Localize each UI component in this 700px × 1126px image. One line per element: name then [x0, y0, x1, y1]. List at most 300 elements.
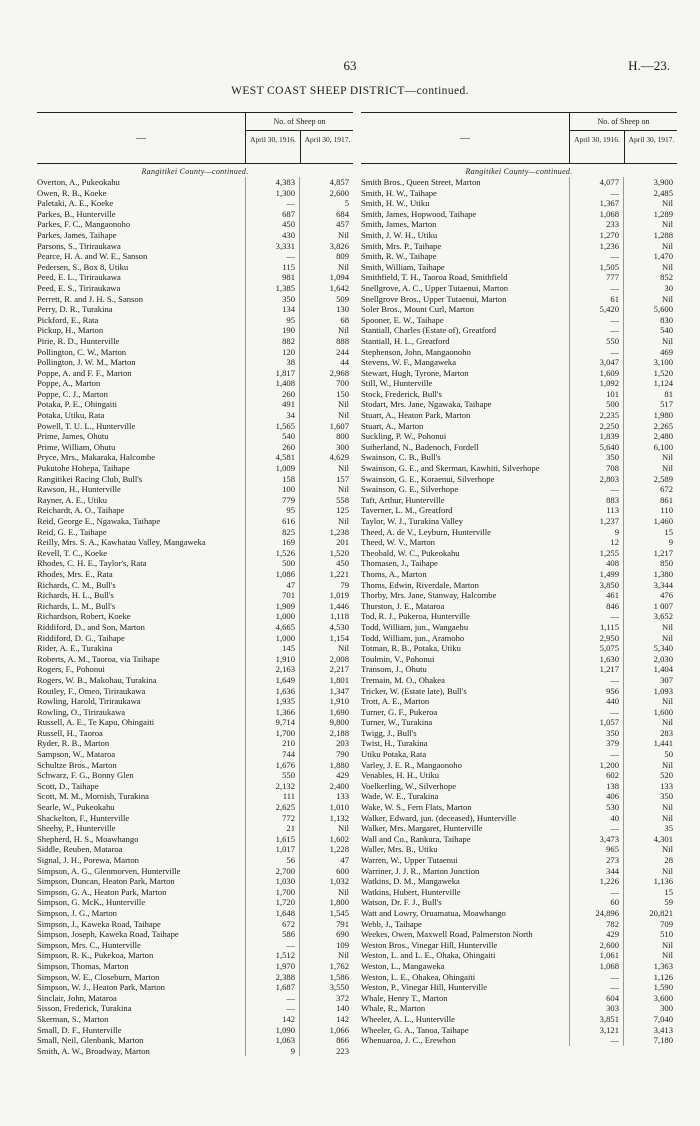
table-row	[37, 781, 353, 792]
sheep-1917: 684	[299, 209, 353, 220]
sheep-1916: 461	[569, 590, 623, 601]
sheep-1916: 3,121	[569, 1025, 623, 1036]
sheep-1916: 846	[569, 601, 623, 612]
sheep-1916: 2,950	[569, 633, 623, 644]
owner-name: Rowling, Harold, Tiriraukawa	[37, 696, 141, 707]
owner-name: Pearce, H. A. and W. E., Sanson	[37, 251, 148, 262]
sheep-1917: 2,968	[299, 368, 353, 379]
owner-name: Toulmin, V., Pohonui	[361, 653, 435, 664]
sheep-1917: 791	[299, 919, 353, 930]
sheep-1917: 125	[299, 505, 353, 516]
sheep-1917: Nil	[299, 484, 353, 495]
sheep-1917: 1,600	[623, 707, 677, 718]
sheep-1917: 672	[623, 484, 677, 495]
table-row	[361, 399, 677, 410]
sheep-1916: 1,000	[245, 611, 299, 622]
owner-name: Poppe, A., Marton	[37, 378, 101, 389]
sheep-1916: 530	[569, 802, 623, 813]
owner-name: Watson, Dr. F. J., Bull's	[361, 897, 442, 908]
sheep-1917: 28	[623, 855, 677, 866]
owner-name: Reid, G. E., Taihape	[37, 526, 107, 537]
sheep-1916: 500	[245, 558, 299, 569]
owner-name: Stuart, A., Marton	[361, 420, 424, 431]
table-row	[361, 876, 677, 887]
sheep-1917: 469	[623, 347, 677, 358]
owner-name: Powell, T. U. L., Hunterville	[37, 420, 136, 431]
table-row	[37, 209, 353, 220]
owner-name: Rawson, H., Hunterville	[37, 484, 121, 495]
sheep-1917: 50	[623, 749, 677, 760]
owner-name: Watkins, D. M., Mangaweka	[361, 876, 460, 887]
owner-name: Wall and Co., Rankura, Taihape	[361, 833, 471, 844]
sheep-1917: 130	[299, 304, 353, 315]
sheep-1917: 1,602	[299, 834, 353, 845]
sheep-1917: 1,010	[299, 802, 353, 813]
sheep-1916: —	[569, 982, 623, 993]
table-row	[361, 452, 677, 463]
owner-name: Stewart, Hugh, Tyrone, Marton	[361, 367, 469, 378]
sheep-1917: 520	[623, 770, 677, 781]
sheep-1917: 861	[623, 495, 677, 506]
owner-name: Smith, William, Taihape	[361, 261, 445, 272]
owner-name: Pickford, E., Rata	[37, 314, 99, 325]
sheep-1916: 1,512	[245, 950, 299, 961]
sheep-1916: 1,090	[245, 1025, 299, 1036]
sheep-1917: 1,880	[299, 760, 353, 771]
table-row	[361, 389, 677, 400]
sheep-1916: 1,935	[245, 696, 299, 707]
sheep-1916: 1,817	[245, 368, 299, 379]
owner-name: Rhodes, C. H. E., Taylor's, Rata	[37, 558, 147, 569]
table-row	[361, 484, 677, 495]
owner-name: Pickup, H., Marton	[37, 325, 104, 336]
sheep-1916: 965	[569, 844, 623, 855]
sheep-1916: 1,068	[569, 961, 623, 972]
owner-name: Simpson, Duncan, Heaton Park, Marton	[37, 876, 175, 887]
sheep-1916: 744	[245, 749, 299, 760]
owner-name: Smith Bros., Queen Street, Marton	[361, 177, 481, 187]
owner-name: Weston, P., Vinegar Hill, Hunterville	[361, 982, 488, 993]
table-row	[37, 982, 353, 993]
sheep-1917: 1,762	[299, 961, 353, 972]
table-row	[37, 188, 353, 199]
sheep-1916: —	[569, 707, 623, 718]
owner-name: Russell, A. E., Te Kapu, Ohingaiti	[37, 717, 155, 728]
sheep-1916: 883	[569, 495, 623, 506]
sheep-1916: 142	[245, 1014, 299, 1025]
sheep-1917: 2,400	[299, 781, 353, 792]
sheep-1917: 9	[623, 537, 677, 548]
sheep-1917: 1,217	[623, 548, 677, 559]
sheep-1916: 3,047	[569, 357, 623, 368]
sheep-1916: 701	[245, 590, 299, 601]
sheep-1916: —	[245, 993, 299, 1004]
sheep-1916: —	[245, 251, 299, 262]
owner-name: Warriner, J. J. R., Marton Junction	[361, 865, 480, 876]
table-row	[37, 527, 353, 538]
sheep-1917: 15	[623, 527, 677, 538]
sheep-1917: 1,126	[623, 972, 677, 983]
sheep-1917: Nil	[623, 336, 677, 347]
sheep-1916: 1,910	[245, 654, 299, 665]
table-row	[37, 378, 353, 389]
table-header	[361, 112, 677, 164]
owner-name: Sampson, W., Mataroa	[37, 749, 116, 760]
table-row	[37, 272, 353, 283]
sheep-1916: 604	[569, 993, 623, 1004]
table-row	[37, 198, 353, 209]
right-rows	[361, 177, 677, 1046]
sheep-1917: 3,100	[623, 357, 677, 368]
sheep-1916: 1,565	[245, 421, 299, 432]
table-row	[361, 749, 677, 760]
sheep-1916: 586	[245, 929, 299, 940]
sheep-1917: 1,132	[299, 813, 353, 824]
sheep-1917: 850	[623, 558, 677, 569]
table-row	[361, 696, 677, 707]
table-row	[361, 548, 677, 559]
table-row	[361, 209, 677, 220]
sheep-1916: 1,366	[245, 707, 299, 718]
sheep-1916: 429	[569, 929, 623, 940]
sheep-1917: 9,800	[299, 717, 353, 728]
sheep-1917: 157	[299, 474, 353, 485]
table-row	[361, 686, 677, 697]
sheep-1916: —	[245, 198, 299, 209]
owner-name: Rowling, O., Tiriraukawa	[37, 706, 126, 717]
owner-name: Poppe, A. and F. F., Marton	[37, 367, 132, 378]
owner-name: Soler Bros., Mount Curl, Marton	[361, 304, 474, 315]
table-row	[37, 516, 353, 527]
owner-name: Potaka, Utiku, Rata	[37, 410, 105, 421]
owner-name: Pukutohe Hohepa, Taihape	[37, 463, 130, 474]
sheep-1917: 7,180	[623, 1035, 677, 1046]
sheep-1917: 2,008	[299, 654, 353, 665]
left-column-table	[37, 112, 353, 1056]
sheep-1916: 12	[569, 537, 623, 548]
sheep-1916: 169	[245, 537, 299, 548]
sheep-1916: 1,237	[569, 516, 623, 527]
table-row	[361, 802, 677, 813]
table-row	[361, 177, 677, 188]
table-row	[361, 1025, 677, 1036]
table-row	[37, 897, 353, 908]
sheep-1917: 1,470	[623, 251, 677, 262]
sheep-1916: —	[569, 325, 623, 336]
sheep-1917: 5,600	[623, 304, 677, 315]
table-row	[37, 558, 353, 569]
table-row	[37, 770, 353, 781]
sheep-1916: 1,063	[245, 1035, 299, 1046]
owner-name: Thomasen, J., Taihape	[361, 558, 438, 569]
owner-name: Ryder, R. B., Marton	[37, 738, 110, 749]
sheep-1916: 1,115	[569, 622, 623, 633]
table-row	[361, 633, 677, 644]
table-row	[37, 622, 353, 633]
owner-name: Theobald, W. C., Pukeokahu	[361, 547, 460, 558]
sheep-1917: 59	[623, 897, 677, 908]
sheep-1916: 21	[245, 823, 299, 834]
sheep-1917: 1,093	[623, 686, 677, 697]
owner-name: Parsons, S., Tiriraukawa	[37, 240, 121, 251]
sheep-1916: 1,217	[569, 664, 623, 675]
table-row	[361, 474, 677, 485]
owner-name: Rhodes, Mrs. E., Rata	[37, 568, 113, 579]
table-row	[37, 919, 353, 930]
sheep-1916: —	[569, 1035, 623, 1046]
sheep-1916: 145	[245, 643, 299, 654]
sheep-1916: 1,408	[245, 378, 299, 389]
sheep-1917: 7,040	[623, 1014, 677, 1025]
table-row	[361, 558, 677, 569]
sheep-1917: 4,629	[299, 452, 353, 463]
sheep-1917: 35	[623, 823, 677, 834]
sheep-1917: 1,032	[299, 876, 353, 887]
owner-name: Signal, J. H., Porewa, Marton	[37, 855, 139, 865]
sheep-1916: 350	[245, 294, 299, 305]
sheep-1917: 1,642	[299, 283, 353, 294]
owner-name: Simpson, W. J., Heaton Park, Marton	[37, 982, 165, 993]
sheep-1916: 111	[245, 791, 299, 802]
sheep-1917: 68	[299, 315, 353, 326]
sheep-1916: 3,473	[569, 834, 623, 845]
owner-name: Reichardt, A. O., Taihape	[37, 505, 125, 516]
table-row	[37, 728, 353, 739]
county-heading: Rangitikei County—continued.	[141, 167, 249, 176]
owner-name: Prime, James, Ohutu	[37, 431, 109, 442]
table-row	[37, 251, 353, 262]
owner-name: Stantiall, Charles (Estate of), Greatford	[361, 325, 497, 336]
sheep-1917: 1,460	[623, 516, 677, 527]
sheep-1917: Nil	[623, 219, 677, 230]
sheep-1917: Nil	[299, 230, 353, 241]
owner-name: Smith, R. W., Taihape	[361, 251, 437, 262]
owner-name: Shepherd, H. S., Moawhango	[37, 833, 139, 844]
sheep-1916: 1,236	[569, 241, 623, 252]
owner-name: Simpson, J. G., Marton	[37, 907, 117, 918]
owner-name: Small, D. F., Hunterville	[37, 1024, 122, 1035]
table-row	[361, 188, 677, 199]
table-row	[361, 643, 677, 654]
table-row	[361, 897, 677, 908]
sheep-1916: 3,331	[245, 241, 299, 252]
sheep-1917: 866	[299, 1035, 353, 1046]
sheep-1917: 4,530	[299, 622, 353, 633]
owner-name: Weston, L. E., Ohakea, Ohingaiti	[361, 971, 476, 982]
sheep-1917: Nil	[623, 294, 677, 305]
sheep-1916: 550	[569, 336, 623, 347]
sheep-1917: 142	[299, 1014, 353, 1025]
sheep-1917: 1,289	[623, 209, 677, 220]
sheep-1916: 406	[569, 791, 623, 802]
table-row	[361, 336, 677, 347]
owner-name: Varley, J. E. R., Mangaonoho	[361, 759, 462, 770]
table-row	[361, 1035, 677, 1046]
table-row	[37, 950, 353, 961]
owner-name: Tod, R. J., Pukeroa, Hunterville	[361, 611, 470, 622]
owner-name: Siddle, Reuben, Mataroa	[37, 844, 123, 855]
owner-name: Thurston, J. E., Mataroa	[361, 600, 445, 611]
owner-name: Wake, W. S., Fern Flats, Marton	[361, 802, 472, 813]
sheep-1917: 809	[299, 251, 353, 262]
owner-name: Richards, L. M., Bull's	[37, 600, 116, 611]
owner-name: Overton, A., Pukeokahu	[37, 177, 120, 187]
sheep-1917: 476	[623, 590, 677, 601]
sheep-1916: 2,388	[245, 972, 299, 983]
sheep-1916: 344	[569, 866, 623, 877]
owner-name: Twigg, J., Bull's	[361, 727, 417, 738]
table-row	[37, 940, 353, 951]
sheep-1916: 134	[245, 304, 299, 315]
sheep-1917: 4,857	[299, 177, 353, 188]
owner-name: Transom, J., Ohutu	[361, 664, 427, 675]
owner-name: Schultze Bros., Marton	[37, 759, 117, 770]
table-row	[361, 294, 677, 305]
table-row	[361, 368, 677, 379]
owner-name: Walker, Mrs. Margaret, Hunterville	[361, 823, 483, 834]
owner-name: Perrett, R. and J. H. S., Sanson	[37, 293, 143, 304]
owner-name: Spooner, E. W., Taihape	[361, 314, 444, 325]
sheep-1917: 1,545	[299, 908, 353, 919]
sheep-1916: 1,676	[245, 760, 299, 771]
sheep-1916: 233	[569, 219, 623, 230]
owner-name: Swainson, G. E., Silverhope	[361, 484, 459, 495]
sheep-1917: 3,600	[623, 993, 677, 1004]
owner-name: Skerman, S., Marton	[37, 1013, 109, 1024]
sheep-1916: 1,615	[245, 834, 299, 845]
owner-name: Waller, Mrs. B., Utiku	[361, 844, 438, 855]
sheep-1916: 260	[245, 389, 299, 400]
sheep-1916: 9	[245, 1046, 299, 1057]
sheep-1916: 350	[569, 452, 623, 463]
sheep-1916: —	[569, 611, 623, 622]
sheep-1917: 1,094	[299, 272, 353, 283]
sheep-1917: 1,066	[299, 1025, 353, 1036]
owner-name: Smith, H. W., Taihape	[361, 187, 437, 198]
sheep-1916: 1,687	[245, 982, 299, 993]
sheep-1916: 40	[569, 813, 623, 824]
sheep-1916: 1,505	[569, 262, 623, 273]
owner-name: Watt and Lowry, Oruamatua, Moawhango	[361, 907, 506, 918]
owner-name: Theed, A. de V., Leyburn, Hunterville	[361, 526, 491, 537]
owner-name: Simpson, G. McK., Hunterville	[37, 897, 146, 908]
table-row	[361, 611, 677, 622]
sheep-1916: 4,581	[245, 452, 299, 463]
sheep-1916: 1,367	[569, 198, 623, 209]
sheep-1916: 4,665	[245, 622, 299, 633]
owner-name: Schwarz, F. G., Bonny Glen	[37, 770, 134, 781]
table-row	[37, 505, 353, 516]
owner-name: Scott, M. M., Mornish, Turakina	[37, 791, 149, 802]
sheep-1917: 2,589	[623, 474, 677, 485]
sheep-1917: 44	[299, 357, 353, 368]
table-row	[361, 813, 677, 824]
sheep-1916: 450	[245, 219, 299, 230]
sheep-1916: 602	[569, 770, 623, 781]
table-row	[37, 876, 353, 887]
sheep-1917: 133	[623, 781, 677, 792]
sheep-1917: 47	[299, 855, 353, 866]
sheep-1916: 1,526	[245, 548, 299, 559]
table-row	[37, 887, 353, 898]
sheep-1917: 2,480	[623, 431, 677, 442]
right-column-table	[361, 112, 677, 1046]
table-row	[37, 654, 353, 665]
table-row	[361, 516, 677, 527]
document-reference: H.—23.	[628, 58, 670, 73]
sheep-1917: 830	[623, 315, 677, 326]
sheep-1916: 1,270	[569, 230, 623, 241]
sheep-1917: 2,600	[299, 188, 353, 199]
sheep-1916: 1,017	[245, 844, 299, 855]
owner-name: Snellgrove Bros., Upper Tutaenui, Marton	[361, 293, 507, 304]
table-row	[37, 219, 353, 230]
sheep-1916: 95	[245, 315, 299, 326]
table-row	[361, 961, 677, 972]
table-row	[37, 738, 353, 749]
owner-name: Parkes, B., Hunterville	[37, 208, 116, 219]
sheep-1917: 1,690	[299, 707, 353, 718]
sheep-1916: 2,250	[569, 421, 623, 432]
sheep-1916: 190	[245, 325, 299, 336]
owner-name: Pollington, J. W. M., Marton	[37, 357, 136, 368]
owner-name: Trott, A. E., Marton	[361, 696, 430, 707]
sheep-1917: 690	[299, 929, 353, 940]
table-row	[361, 251, 677, 262]
owner-name: Russell, H., Taoroa	[37, 727, 103, 738]
sheep-1916: 1,839	[569, 431, 623, 442]
sheep-1917: 450	[299, 558, 353, 569]
table-row	[37, 1014, 353, 1025]
sheep-1916: 34	[245, 410, 299, 421]
table-row	[37, 230, 353, 241]
sheep-1917: Nil	[299, 463, 353, 474]
sheep-1916: 772	[245, 813, 299, 824]
sheep-1916: —	[569, 484, 623, 495]
sheep-1917: 852	[623, 272, 677, 283]
owner-name: Pollington, C. W., Marton	[37, 346, 127, 357]
page-number: 63	[343, 58, 357, 73]
owner-name: Sinclair, John, Mataroa	[37, 992, 117, 1003]
sheep-1916: 379	[569, 738, 623, 749]
owner-name: Smith, J. W. H., Utiku	[361, 229, 438, 240]
sheep-1916: 882	[245, 336, 299, 347]
table-row	[37, 463, 353, 474]
table-row	[37, 442, 353, 453]
table-row	[361, 887, 677, 898]
table-row	[37, 696, 353, 707]
owner-name: Pedersen, S., Box 8, Utiku	[37, 261, 129, 272]
owner-name: Totman, R. B., Potaka, Utiku	[361, 643, 461, 654]
table-row	[37, 177, 353, 188]
table-row	[37, 580, 353, 591]
owner-name: Whale, Henry T., Marton	[361, 992, 448, 1003]
owner-name: Searle, W., Pukeokahu	[37, 802, 115, 813]
sheep-1916: 158	[245, 474, 299, 485]
sheep-1916: 47	[245, 580, 299, 591]
sheep-1916: —	[569, 887, 623, 898]
owner-name: Small, Neil, Glenbank, Marton	[37, 1035, 144, 1046]
sheep-1917: 1,238	[299, 527, 353, 538]
table-row	[361, 675, 677, 686]
sheep-1917: Nil	[623, 866, 677, 877]
col-1917-header: April 30, 1917.	[624, 131, 678, 163]
sheep-1916: 24,896	[569, 908, 623, 919]
sheep-1916: 2,803	[569, 474, 623, 485]
table-row	[361, 601, 677, 612]
sheep-1916: 2,625	[245, 802, 299, 813]
owner-name: Simpson, Thomas, Marton	[37, 960, 129, 971]
